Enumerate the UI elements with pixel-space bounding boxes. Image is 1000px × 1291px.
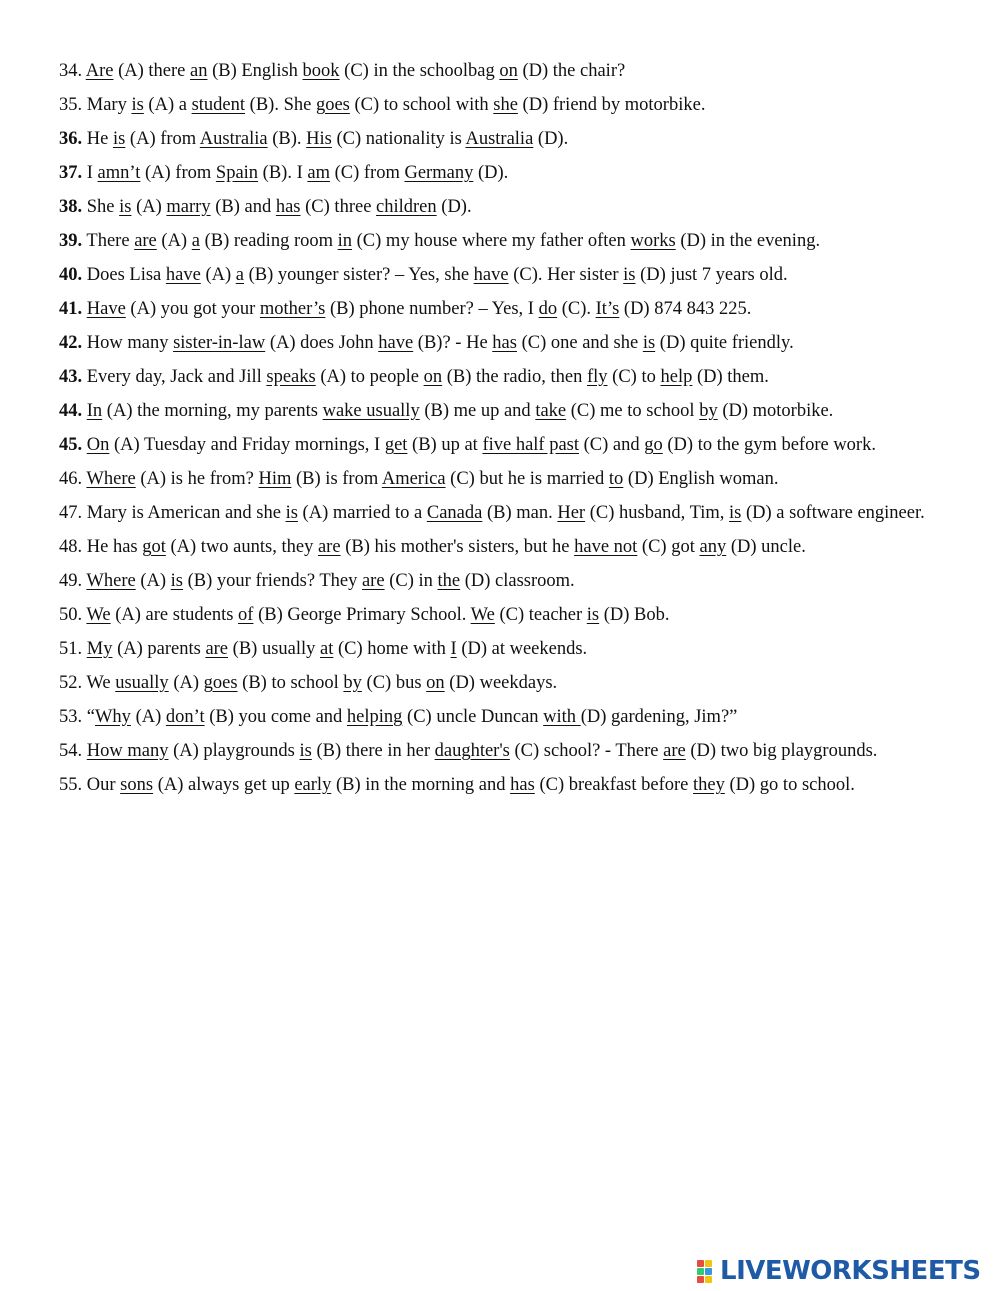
- question-number: 52.: [59, 673, 83, 693]
- question-text: (B).: [267, 129, 307, 149]
- question-text: There: [82, 231, 135, 251]
- question-text: She: [82, 197, 120, 217]
- underlined-option: five half past: [482, 435, 580, 455]
- liveworksheets-logo: [697, 1256, 981, 1286]
- question-text: (C) and: [579, 435, 645, 455]
- question-text: (B) man.: [482, 503, 558, 523]
- question-text: We: [82, 673, 116, 693]
- underlined-option: an: [190, 61, 208, 81]
- underlined-option: have not: [574, 537, 638, 557]
- question-text: (B) the radio, then: [442, 367, 587, 387]
- question-number: 37.: [59, 163, 83, 183]
- question-text: (D) English woman.: [623, 469, 779, 489]
- question-text: (B) reading room: [199, 231, 338, 251]
- underlined-option: is: [642, 333, 656, 353]
- underlined-option: is: [112, 129, 126, 149]
- underlined-option: has: [275, 197, 301, 217]
- question-text: (C) three: [300, 197, 377, 217]
- underlined-option: speaks: [266, 367, 316, 387]
- underlined-option: children: [376, 197, 437, 217]
- underlined-option: My: [86, 639, 113, 659]
- underlined-option: in: [337, 231, 353, 251]
- question-50: [59, 598, 939, 632]
- question-text: (B) usually: [228, 639, 321, 659]
- question-text: Every day, Jack and Jill: [82, 367, 267, 387]
- question-text: (A) are students: [110, 605, 239, 625]
- question-text: (D).: [436, 197, 472, 217]
- question-46: [59, 462, 939, 496]
- underlined-option: of: [238, 605, 254, 625]
- underlined-option: do: [538, 299, 558, 319]
- question-37: [59, 156, 939, 190]
- question-text: (A): [131, 197, 167, 217]
- question-text: (B)? - He: [413, 333, 493, 353]
- question-number: 46.: [59, 469, 83, 489]
- question-36: [59, 122, 939, 156]
- underlined-option: daughter's: [434, 741, 510, 761]
- underlined-option: are: [205, 639, 229, 659]
- underlined-option: any: [699, 537, 727, 557]
- underlined-option: His: [306, 129, 332, 149]
- question-49: [59, 564, 939, 598]
- underlined-option: Where: [86, 571, 136, 591]
- question-number: 55.: [59, 775, 83, 795]
- question-text: (C). Her sister: [508, 265, 624, 285]
- underlined-option: is: [586, 605, 600, 625]
- question-38: [59, 190, 939, 224]
- question-number: 50.: [59, 605, 83, 625]
- underlined-option: goes: [315, 95, 350, 115]
- question-42: [59, 326, 939, 360]
- question-text: (D) the chair?: [517, 61, 626, 81]
- question-text: (B) younger sister? – Yes, she: [243, 265, 474, 285]
- underlined-option: Are: [85, 61, 114, 81]
- question-number: 51.: [59, 639, 83, 659]
- underlined-option: book: [302, 61, 340, 81]
- question-text: (A) the morning, my parents: [102, 401, 323, 421]
- question-39: [59, 224, 939, 258]
- underlined-option: has: [510, 775, 535, 795]
- question-text: (B) to school: [237, 673, 344, 693]
- question-text: (C) me to school: [566, 401, 700, 421]
- question-text: (A) two aunts, they: [165, 537, 318, 557]
- question-text: (B). She: [245, 95, 316, 115]
- question-text: Mary: [82, 95, 132, 115]
- underlined-option: I: [450, 639, 457, 659]
- question-text: (A) there: [113, 61, 190, 81]
- question-text: (B) me up and: [419, 401, 536, 421]
- question-number: 34.: [59, 61, 83, 81]
- question-text: (C) home with: [333, 639, 451, 659]
- underlined-option: to: [608, 469, 624, 489]
- question-text: (A) always get up: [153, 775, 295, 795]
- underlined-option: It’s: [595, 299, 620, 319]
- underlined-option: have: [165, 265, 201, 285]
- underlined-option: on: [426, 673, 445, 693]
- question-51: [59, 632, 939, 666]
- question-54: [59, 734, 939, 768]
- underlined-option: take: [535, 401, 567, 421]
- question-text: (A): [135, 571, 171, 591]
- underlined-option: are: [663, 741, 686, 761]
- question-text: (C) one and she: [516, 333, 643, 353]
- question-text: (D) at weekends.: [456, 639, 588, 659]
- question-number: 35.: [59, 95, 83, 115]
- underlined-option: sister-in-law: [173, 333, 266, 353]
- question-text: Mary is American and she: [82, 503, 286, 523]
- underlined-option: is: [119, 197, 132, 217]
- question-text: Does Lisa: [82, 265, 166, 285]
- question-text: (D) 874 843 225.: [619, 299, 752, 319]
- question-text: (C) to school with: [349, 95, 494, 115]
- question-text: (C) bus: [361, 673, 427, 693]
- question-text: (B) his mother's sisters, but he: [340, 537, 575, 557]
- question-text: (D) Bob.: [599, 605, 670, 625]
- question-number: 47.: [59, 503, 83, 523]
- question-text: (A) does John: [265, 333, 379, 353]
- question-text: (A) parents: [112, 639, 206, 659]
- question-number: 39.: [59, 231, 83, 251]
- underlined-option: amn’t: [97, 163, 141, 183]
- question-text: (D) a software engineer.: [741, 503, 925, 523]
- question-52: [59, 666, 939, 700]
- underlined-option: help: [660, 367, 693, 387]
- underlined-option: on: [499, 61, 518, 81]
- question-53: [59, 700, 939, 734]
- question-text: (A) playgrounds: [168, 741, 300, 761]
- underlined-option: is: [170, 571, 183, 591]
- question-text: (A) Tuesday and Friday mornings, I: [109, 435, 385, 455]
- underlined-option: student: [191, 95, 246, 115]
- question-text: (D) motorbike.: [717, 401, 834, 421]
- underlined-option: Australia: [465, 129, 534, 149]
- underlined-option: is: [299, 741, 312, 761]
- question-text: I: [82, 163, 98, 183]
- underlined-option: a: [191, 231, 200, 251]
- question-text: (D) them.: [692, 367, 769, 387]
- question-text: (C) my house where my father often: [352, 231, 631, 251]
- question-text: (C) got: [637, 537, 700, 557]
- question-text: (C) nationality is: [331, 129, 466, 149]
- question-47: [59, 496, 939, 530]
- underlined-option: We: [470, 605, 495, 625]
- underlined-option: Where: [86, 469, 136, 489]
- question-text: (D) friend by motorbike.: [517, 95, 706, 115]
- question-text: (C) husband, Tim,: [585, 503, 730, 523]
- question-number: 54.: [59, 741, 83, 761]
- liveworksheets-logo-icon: [697, 1258, 717, 1284]
- underlined-option: fly: [586, 367, 608, 387]
- underlined-option: Canada: [426, 503, 483, 523]
- underlined-option: is: [623, 265, 636, 285]
- question-number: 38.: [59, 197, 83, 217]
- question-44: [59, 394, 939, 428]
- underlined-option: get: [384, 435, 408, 455]
- question-text: (D) just 7 years old.: [635, 265, 788, 285]
- underlined-option: the: [437, 571, 461, 591]
- underlined-option: On: [86, 435, 110, 455]
- worksheet-questions: [59, 54, 939, 802]
- question-text: (D) to the gym before work.: [662, 435, 876, 455]
- underlined-option: Her: [557, 503, 586, 523]
- question-text: (B) there in her: [311, 741, 435, 761]
- question-text: How many: [82, 333, 174, 353]
- question-number: 48.: [59, 537, 83, 557]
- question-text: (D) weekdays.: [444, 673, 558, 693]
- underlined-option: have: [473, 265, 509, 285]
- question-text: (B) is from: [291, 469, 382, 489]
- question-text: (B) phone number? – Yes, I: [325, 299, 539, 319]
- question-number: 42.: [59, 333, 83, 353]
- question-text: (C) breakfast before: [534, 775, 694, 795]
- question-text: (D) gardening, Jim?”: [580, 707, 738, 727]
- question-text: Our: [82, 775, 121, 795]
- underlined-option: America: [381, 469, 446, 489]
- question-number: 45.: [59, 435, 83, 455]
- question-text: (A) a: [143, 95, 192, 115]
- question-48: [59, 530, 939, 564]
- question-number: 53.: [59, 707, 83, 727]
- underlined-option: are: [361, 571, 385, 591]
- underlined-option: marry: [166, 197, 211, 217]
- underlined-option: are: [134, 231, 157, 251]
- question-number: 44.: [59, 401, 83, 421]
- question-text: (D) classroom.: [460, 571, 575, 591]
- question-text: (C) in: [384, 571, 438, 591]
- underlined-option: have: [378, 333, 414, 353]
- underlined-option: has: [492, 333, 517, 353]
- question-number: 40.: [59, 265, 83, 285]
- underlined-option: am: [307, 163, 330, 183]
- question-text: (D) uncle.: [726, 537, 806, 557]
- underlined-option: Australia: [199, 129, 268, 149]
- question-text: (B) you come and: [204, 707, 347, 727]
- question-text: He has: [82, 537, 143, 557]
- underlined-option: sons: [120, 775, 154, 795]
- question-text: (D) in the evening.: [675, 231, 821, 251]
- question-text: (C) but he is married: [445, 469, 609, 489]
- question-text: (C) teacher: [494, 605, 587, 625]
- question-text: (A) from: [140, 163, 216, 183]
- underlined-option: with: [543, 707, 581, 727]
- question-34: [59, 54, 939, 88]
- underlined-option: go: [644, 435, 663, 455]
- question-text: (A): [130, 707, 166, 727]
- underlined-option: is: [131, 95, 144, 115]
- underlined-option: We: [86, 605, 111, 625]
- question-text: (C) school? - There: [509, 741, 664, 761]
- question-number: 36.: [59, 129, 83, 149]
- underlined-option: wake usually: [322, 401, 420, 421]
- question-text: (A): [168, 673, 204, 693]
- underlined-option: a: [235, 265, 244, 285]
- underlined-option: Him: [258, 469, 292, 489]
- question-text: (B) English: [207, 61, 303, 81]
- question-text: (A) you got your: [125, 299, 260, 319]
- question-text: (C) from: [329, 163, 405, 183]
- question-text: (A) married to a: [297, 503, 427, 523]
- question-text: (A): [156, 231, 192, 251]
- question-55: [59, 768, 939, 802]
- question-number: 49.: [59, 571, 83, 591]
- underlined-option: on: [423, 367, 443, 387]
- underlined-option: Why: [94, 707, 131, 727]
- question-text: (B) your friends? They: [183, 571, 362, 591]
- question-35: [59, 88, 939, 122]
- question-text: (A): [200, 265, 236, 285]
- question-text: (A) is he from?: [135, 469, 259, 489]
- underlined-option: mother’s: [259, 299, 326, 319]
- underlined-option: don’t: [165, 707, 205, 727]
- underlined-option: In: [86, 401, 103, 421]
- question-45: [59, 428, 939, 462]
- underlined-option: is: [729, 503, 742, 523]
- question-number: 43.: [59, 367, 83, 387]
- question-text: (C).: [557, 299, 596, 319]
- underlined-option: goes: [203, 673, 238, 693]
- question-text: (B) George Primary School.: [253, 605, 471, 625]
- underlined-option: How many: [86, 741, 169, 761]
- question-text: (D) quite friendly.: [655, 333, 794, 353]
- question-text: (A) from: [125, 129, 200, 149]
- question-text: (C) in the schoolbag: [339, 61, 500, 81]
- question-text: (B) in the morning and: [331, 775, 511, 795]
- underlined-option: at: [320, 639, 334, 659]
- question-41: [59, 292, 939, 326]
- underlined-option: is: [285, 503, 298, 523]
- question-text: (B). I: [258, 163, 308, 183]
- underlined-option: they: [693, 775, 725, 795]
- question-40: [59, 258, 939, 292]
- underlined-option: usually: [115, 673, 169, 693]
- underlined-option: works: [630, 231, 676, 251]
- underlined-option: she: [493, 95, 518, 115]
- logo-text: LIVEWORKSHEETS: [720, 1256, 981, 1286]
- question-text: (D).: [533, 129, 569, 149]
- question-text: “: [82, 707, 95, 727]
- question-text: (C) to: [607, 367, 661, 387]
- underlined-option: by: [343, 673, 362, 693]
- question-text: (D) go to school.: [724, 775, 855, 795]
- question-text: (B) up at: [407, 435, 483, 455]
- underlined-option: helping: [346, 707, 403, 727]
- question-number: 41.: [59, 299, 83, 319]
- question-43: [59, 360, 939, 394]
- question-text: (D).: [473, 163, 509, 183]
- question-text: (C) uncle Duncan: [402, 707, 544, 727]
- underlined-option: Have: [86, 299, 126, 319]
- underlined-option: got: [142, 537, 166, 557]
- underlined-option: are: [317, 537, 341, 557]
- underlined-option: Germany: [404, 163, 474, 183]
- question-text: (A) to people: [315, 367, 424, 387]
- underlined-option: Spain: [215, 163, 259, 183]
- underlined-option: early: [294, 775, 332, 795]
- question-text: (D) two big playgrounds.: [685, 741, 878, 761]
- question-text: He: [82, 129, 113, 149]
- question-text: (B) and: [210, 197, 276, 217]
- underlined-option: by: [699, 401, 718, 421]
